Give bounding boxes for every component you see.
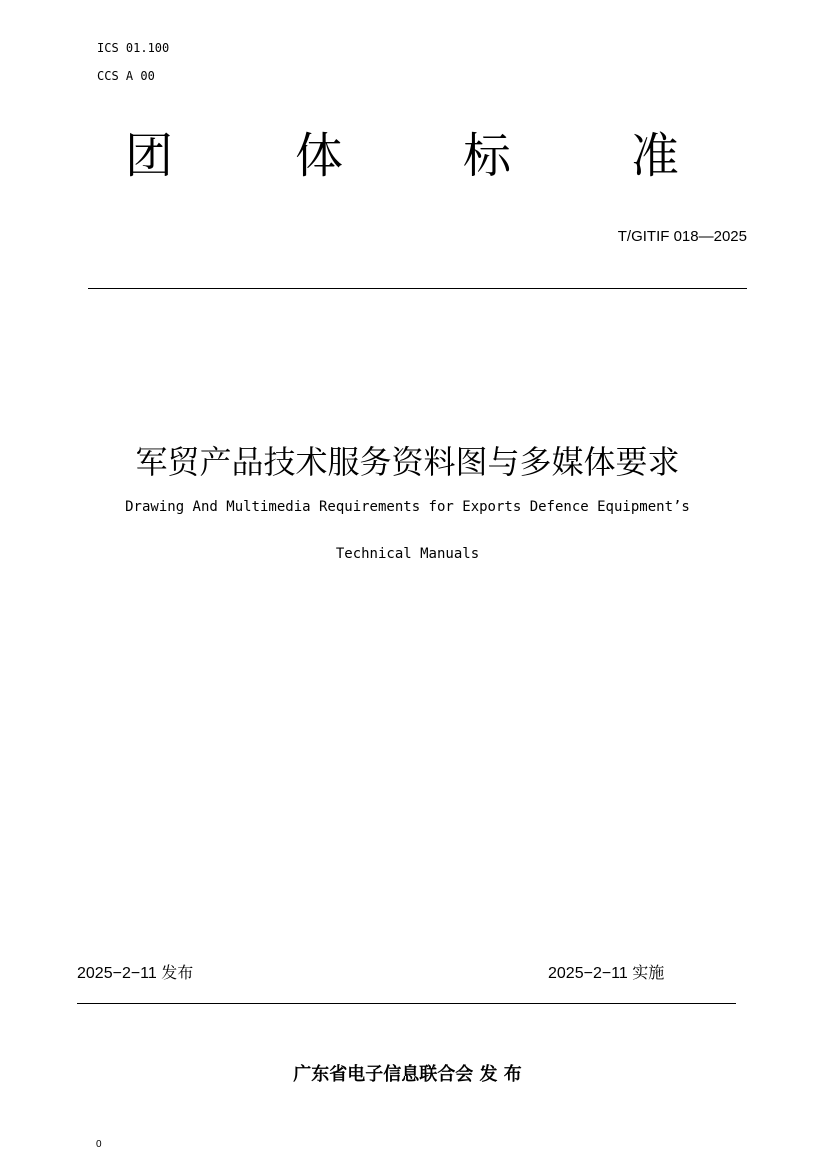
doc-type-char-1: 团 <box>125 128 174 184</box>
publisher: 广东省电子信息联合会 发 布 <box>293 1064 522 1085</box>
standard-number: T/GITIF 018—2025 <box>617 228 747 245</box>
doc-type-char-2: 体 <box>295 128 344 184</box>
page-number: 0 <box>96 1139 102 1150</box>
ics-code: ICS 01.100 <box>97 41 170 55</box>
publish-date: 2025−2−11 发布 <box>77 965 194 982</box>
title-english-line-2: Technical Manuals <box>335 546 480 562</box>
ccs-code: CCS A 00 <box>97 69 155 83</box>
doc-type-char-3: 标 <box>463 128 512 184</box>
bottom-divider <box>77 1003 736 1004</box>
top-divider <box>88 288 747 289</box>
title-english-line-1: Drawing And Multimedia Requirements for Exports Defence Equipment’s <box>125 499 690 515</box>
implementation-date: 2025−2−11 实施 <box>548 965 665 982</box>
doc-type-char-4: 准 <box>631 128 680 184</box>
title-chinese: 军贸产品技术服务资料图与多媒体要求 <box>135 443 680 481</box>
